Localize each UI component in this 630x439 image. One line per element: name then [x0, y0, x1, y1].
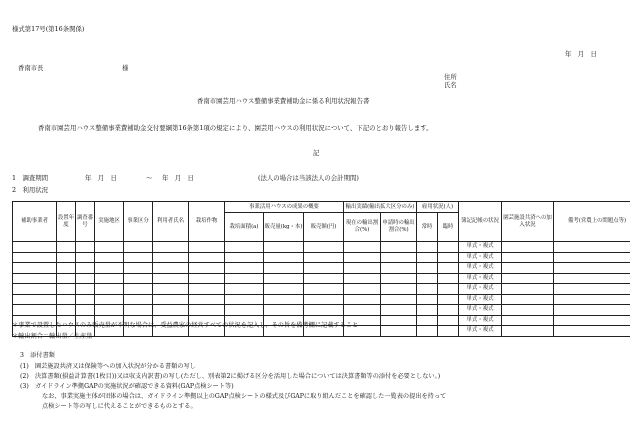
table-cell[interactable]: [438, 284, 459, 295]
table-cell[interactable]: [417, 263, 438, 274]
report-date: 年 月 日: [565, 50, 597, 58]
table-cell[interactable]: [124, 305, 153, 316]
period-start: 年 月 日: [85, 174, 117, 182]
table-cell[interactable]: [153, 305, 189, 316]
table-cell[interactable]: [304, 284, 344, 295]
th-employ-group: 雇用状況(人): [417, 202, 459, 213]
table-cell[interactable]: [438, 315, 459, 326]
table-cell[interactable]: [153, 263, 189, 274]
table-cell[interactable]: [13, 294, 57, 305]
table-cell[interactable]: [124, 294, 153, 305]
th-export-current: 現在の輸出割合(%): [344, 213, 381, 242]
th-outline-group: 事業活用ハウスの成果の概要: [225, 202, 344, 213]
table-cell[interactable]: [124, 263, 153, 274]
section2-label: 2 利用状況: [12, 186, 49, 194]
bookkeeping-option-cell[interactable]: 単式・複式: [459, 273, 502, 284]
table-cell[interactable]: [264, 242, 304, 253]
table-cell[interactable]: [57, 305, 76, 316]
table-cell[interactable]: [225, 305, 264, 316]
table-cell[interactable]: [304, 294, 344, 305]
th-export-group: 輸出実績(輸出拡大区分のみ): [344, 202, 417, 213]
table-cell[interactable]: [554, 315, 630, 326]
table-cell[interactable]: [417, 284, 438, 295]
table-cell[interactable]: [57, 294, 76, 305]
table-row: [13, 284, 630, 295]
table-cell[interactable]: [95, 252, 124, 263]
th-remarks: 備考(営農上の問題点等): [554, 202, 630, 242]
period-tilde: 〜: [146, 174, 153, 182]
table-cell[interactable]: [438, 294, 459, 305]
table-cell[interactable]: [264, 273, 304, 284]
form-number: 様式第17号(第16条関係): [12, 25, 85, 33]
table-cell[interactable]: [76, 273, 95, 284]
table-cell[interactable]: [264, 305, 304, 316]
table-cell[interactable]: [13, 252, 57, 263]
table-cell[interactable]: [502, 315, 554, 326]
table-cell[interactable]: [502, 294, 554, 305]
th-business: 事業区分: [124, 202, 153, 242]
table-cell[interactable]: [417, 273, 438, 284]
table-cell[interactable]: [502, 284, 554, 295]
table-cell[interactable]: [264, 284, 304, 295]
table-cell[interactable]: [438, 242, 459, 253]
bookkeeping-option-cell[interactable]: 単式・複式: [459, 284, 502, 295]
table-cell[interactable]: [95, 305, 124, 316]
table-cell[interactable]: [76, 305, 95, 316]
th-operator: 補助事業者: [13, 202, 57, 242]
table-cell[interactable]: [381, 294, 417, 305]
table-cell[interactable]: [502, 252, 554, 263]
th-area: 栽培面積(a): [225, 213, 264, 242]
table-cell[interactable]: [13, 305, 57, 316]
table-row: [13, 263, 630, 274]
attachment-3-note-1: なお、事業実施主体が団体の場合は、ガイドライン準拠以上のGAP点検シートの様式及びGAPに取り組んだことを確認した一覧表の提出を持って: [42, 393, 447, 400]
table-cell[interactable]: [381, 263, 417, 274]
attachment-1: (1) 園芸施設共済又は保険等への加入状況が分かる書類の写し: [20, 363, 196, 370]
bookkeeping-option-cell[interactable]: 単式・複式: [459, 315, 502, 326]
table-cell[interactable]: [417, 294, 438, 305]
note-2: ＊輸出割合＝輸出量／生産量: [12, 333, 93, 340]
th-amount: 販売額(円): [304, 213, 344, 242]
table-cell[interactable]: [438, 263, 459, 274]
table-row: [13, 252, 630, 263]
table-cell[interactable]: [225, 242, 264, 253]
table-cell[interactable]: [264, 252, 304, 263]
table-cell[interactable]: [381, 273, 417, 284]
table-cell[interactable]: [554, 273, 630, 284]
table-cell[interactable]: [502, 263, 554, 274]
period-note: (法人の場合は当該法人の会計期間): [258, 174, 359, 182]
table-cell[interactable]: [304, 273, 344, 284]
table-cell[interactable]: [417, 242, 438, 253]
bookkeeping-option-cell[interactable]: 単式・複式: [459, 263, 502, 274]
table-cell[interactable]: [554, 305, 630, 316]
table-cell[interactable]: [124, 242, 153, 253]
honorific: 様: [122, 64, 129, 72]
table-cell[interactable]: [124, 284, 153, 295]
table-cell[interactable]: [153, 252, 189, 263]
th-bookkeeping: 簿記記帳の状況: [459, 202, 502, 242]
table-cell[interactable]: [304, 263, 344, 274]
th-temporary: 臨時: [438, 213, 459, 242]
table-cell[interactable]: [124, 273, 153, 284]
bookkeeping-option-cell[interactable]: 単式・複式: [459, 294, 502, 305]
table-cell[interactable]: [76, 284, 95, 295]
table-cell[interactable]: [153, 273, 189, 284]
table-cell[interactable]: [225, 252, 264, 263]
table-cell[interactable]: [13, 263, 57, 274]
table-cell[interactable]: [438, 326, 459, 337]
table-cell[interactable]: [57, 284, 76, 295]
th-survey-no: 調査番号: [76, 202, 95, 242]
table-cell[interactable]: [344, 242, 381, 253]
table-cell[interactable]: [153, 242, 189, 253]
table-cell[interactable]: [344, 294, 381, 305]
addressee: 香南市長: [18, 64, 44, 72]
table-cell[interactable]: [381, 252, 417, 263]
table-cell[interactable]: [417, 326, 438, 337]
table-cell[interactable]: [554, 242, 630, 253]
table-row: [13, 294, 630, 305]
bookkeeping-option-cell[interactable]: 単式・複式: [459, 242, 502, 253]
table-cell[interactable]: [438, 305, 459, 316]
attachment-2: (2) 決算書類(損益計算書(1枚目))又は収支内訳書)の写し(ただし、別表第2に掲げる区分を活用した場合については決算書類等の添付を必要としない。): [20, 373, 441, 380]
section1-label: 1 調査期間: [12, 174, 49, 182]
table-cell[interactable]: [264, 263, 304, 274]
table-cell[interactable]: [344, 263, 381, 274]
usage-table: [12, 201, 630, 337]
th-crop: 栽培作物: [189, 202, 225, 242]
name-label: 氏名: [444, 81, 457, 89]
table-cell[interactable]: [304, 252, 344, 263]
document-title: 香南市園芸用ハウス整備事業費補助金に係る利用状況報告書: [197, 97, 370, 105]
table-cell[interactable]: [95, 284, 124, 295]
th-regular: 常時: [417, 213, 438, 242]
attachment-3-note-2: 点検シート等の写しに代えることができるものとする。: [42, 403, 197, 410]
table-cell[interactable]: [344, 252, 381, 263]
table-cell[interactable]: [502, 326, 554, 337]
table-cell[interactable]: [13, 242, 57, 253]
table-cell[interactable]: [225, 273, 264, 284]
table-cell[interactable]: [381, 284, 417, 295]
address-label: 住所: [444, 73, 457, 81]
table-cell[interactable]: [554, 263, 630, 274]
table-cell[interactable]: [189, 305, 225, 316]
th-export-applied: 申請時の輸出割合(%): [381, 213, 417, 242]
period-end: 年 月 日: [162, 174, 194, 182]
table-row: [13, 273, 630, 284]
bookkeeping-option-cell[interactable]: 単式・複式: [459, 326, 502, 337]
table-cell[interactable]: [304, 242, 344, 253]
table-cell[interactable]: [95, 294, 124, 305]
table-cell[interactable]: [76, 294, 95, 305]
table-cell[interactable]: [381, 242, 417, 253]
table-cell[interactable]: [554, 252, 630, 263]
bookkeeping-option-cell[interactable]: 単式・複式: [459, 252, 502, 263]
table-cell[interactable]: [381, 315, 417, 326]
table-cell[interactable]: [57, 242, 76, 253]
th-location: 実施地区: [95, 202, 124, 242]
table-cell[interactable]: [554, 294, 630, 305]
th-volume: 販売量(kg・本): [264, 213, 304, 242]
table-cell[interactable]: [438, 252, 459, 263]
table-cell[interactable]: [344, 284, 381, 295]
table-cell[interactable]: [438, 273, 459, 284]
table-cell[interactable]: [13, 284, 57, 295]
table-cell[interactable]: [225, 263, 264, 274]
th-mutual-aid: 園芸施設共済への加入状況: [502, 202, 554, 242]
table-cell[interactable]: [554, 284, 630, 295]
table-cell[interactable]: [57, 252, 76, 263]
table-cell[interactable]: [502, 305, 554, 316]
th-user: 利用者氏名: [153, 202, 189, 242]
table-cell[interactable]: [76, 252, 95, 263]
table-cell[interactable]: [381, 305, 417, 316]
ki-mark: 記: [313, 149, 320, 157]
table-cell[interactable]: [225, 284, 264, 295]
intro-text: 香南市園芸用ハウス整備事業費補助金交付要綱第16条第1項の規定により、園芸用ハウスの利用状況について、下記のとおり報告します。: [38, 124, 433, 132]
table-cell[interactable]: [189, 284, 225, 295]
table-cell[interactable]: [189, 242, 225, 253]
table-cell[interactable]: [502, 242, 554, 253]
attachment-3: (3) ガイドライン準拠GAPの実施状況が確認できる資料(GAP点検シート等): [20, 383, 234, 390]
table-cell[interactable]: [417, 305, 438, 316]
table-cell[interactable]: [57, 273, 76, 284]
table-cell[interactable]: [57, 263, 76, 274]
th-year: 設置年度: [57, 202, 76, 242]
section3-label: 3 添付書類: [20, 352, 55, 359]
table-cell[interactable]: [76, 263, 95, 274]
table-cell[interactable]: [417, 315, 438, 326]
table-cell[interactable]: [502, 273, 554, 284]
table-cell[interactable]: [124, 252, 153, 263]
table-cell[interactable]: [95, 242, 124, 253]
table-cell[interactable]: [417, 252, 438, 263]
table-cell[interactable]: [264, 294, 304, 305]
table-cell[interactable]: [76, 242, 95, 253]
table-cell[interactable]: [189, 294, 225, 305]
table-cell[interactable]: [95, 263, 124, 274]
table-cell[interactable]: [95, 273, 124, 284]
table-cell[interactable]: [189, 263, 225, 274]
table-cell[interactable]: [225, 294, 264, 305]
table-cell[interactable]: [189, 273, 225, 284]
table-row: [13, 305, 630, 316]
table-cell[interactable]: [189, 252, 225, 263]
table-cell[interactable]: [344, 305, 381, 316]
table-row: [13, 242, 630, 253]
note-1: ＊事業で設置したハウスのみ販売量が不明な場合は、受益農家の経営すべての状況を記入し、その旨を備考欄に記載すること: [12, 322, 359, 329]
table-cell[interactable]: [13, 273, 57, 284]
table-cell[interactable]: [153, 294, 189, 305]
table-cell[interactable]: [344, 273, 381, 284]
table-cell[interactable]: [153, 284, 189, 295]
table-cell[interactable]: [381, 326, 417, 337]
table-cell[interactable]: [554, 326, 630, 337]
bookkeeping-option-cell[interactable]: 単式・複式: [459, 305, 502, 316]
table-cell[interactable]: [304, 305, 344, 316]
